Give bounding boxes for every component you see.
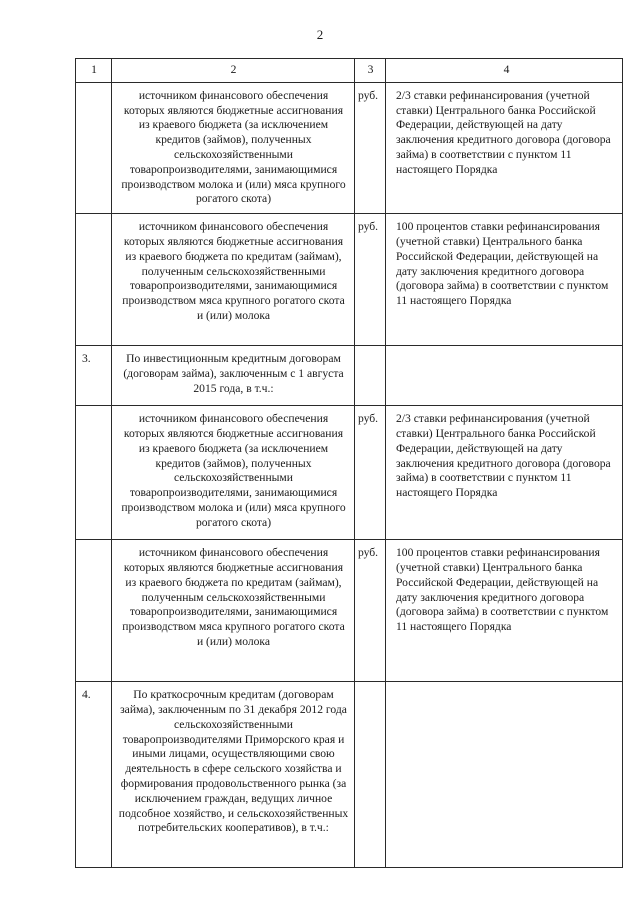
table-header-row <box>76 59 623 83</box>
table-row <box>76 82 623 213</box>
row-value: 100 процентов ставки рефинансирования (учетной ставки) Центрального банка Российской Федерации, действующей на дату заключения кредитного договора (договора займа) в соответствии с пунктом 11 настоящего Порядка <box>396 220 609 308</box>
row-number <box>76 82 112 213</box>
row-unit: руб. <box>355 540 386 682</box>
row-number: 3. <box>76 346 112 406</box>
table-row <box>76 406 623 540</box>
row-value: 2/3 ставки рефинансирования (учетной ставки) Центрального банка Российской Федерации, действующей на дату заключения кредитного договора (договора займа) в соответствии с пунктом 11 настоящего Порядка <box>396 88 611 176</box>
row-description: По краткосрочным кредитам (договорам займа), заключенным по 31 декабря 2012 года сельскохозяйственными товаропроизводителями Приморского края и иными лицами, осуществляющими свою деятельность в сфере сельского хозяйства и формирования продовольственного рынка (за исключением граждан, ведущих личное подсобное хозяйство, и сельскохозяйственных потребительских кооперативов), в т.ч.: <box>118 688 349 835</box>
row-value: 2/3 ставки рефинансирования (учетной ставки) Центрального банка Российской Федерации, действующей на дату заключения кредитного договора (договора займа) в соответствии с пунктом 11 настоящего Порядка <box>396 412 611 500</box>
header-col-1: 1 <box>76 59 112 83</box>
page-number: 2 <box>316 27 324 42</box>
row-unit <box>355 682 386 868</box>
row-description: источником финансового обеспечения которых являются бюджетные ассигнования из краевого бюджета (за исключением кредитов (займов), полученных сельскохозяйственными товаропроизводителями, занимающимися производством молока и (или) мяса крупного рогатого скота) <box>121 88 346 206</box>
row-description: источником финансового обеспечения которых являются бюджетные ассигнования из краевого бюджета по кредитам (займам), полученным сельскохозяйственными товаропроизводителями, занимающимися производством мяса крупного рогатого скота и (или) молока <box>122 546 345 648</box>
row-unit: руб. <box>355 406 386 540</box>
table-row <box>76 540 623 682</box>
row-number <box>76 540 112 682</box>
header-col-3: 3 <box>355 59 386 83</box>
row-value: 100 процентов ставки рефинансирования (учетной ставки) Центрального банка Российской Федерации, действующей на дату заключения кредитного договора (договора займа) в соответствии с пунктом 11 настоящего Порядка <box>396 546 609 634</box>
row-description: источником финансового обеспечения которых являются бюджетные ассигнования из краевого бюджета по кредитам (займам), полученным сельскохозяйственными товаропроизводителями, занимающимися производством мяса крупного рогатого скота и (или) молока <box>122 220 345 322</box>
row-number: 4. <box>76 682 112 868</box>
rates-table <box>75 58 623 868</box>
row-number <box>76 214 112 346</box>
header-col-4: 4 <box>386 59 623 83</box>
row-description: По инвестиционным кредитным договорам (договорам займа), заключенным с 1 августа 2015 года, в т.ч.: <box>123 352 344 395</box>
row-number <box>76 406 112 540</box>
header-col-2: 2 <box>112 59 355 83</box>
table-row <box>76 682 623 868</box>
table-row <box>76 346 623 406</box>
row-unit: руб. <box>355 82 386 213</box>
row-description: источником финансового обеспечения которых являются бюджетные ассигнования из краевого бюджета (за исключением кредитов (займов), полученных сельскохозяйственными товаропроизводителями, занимающимися производством молока и (или) мяса крупного рогатого скота) <box>121 412 346 529</box>
row-unit <box>355 346 386 406</box>
row-unit: руб. <box>355 214 386 346</box>
table-row <box>76 214 623 346</box>
